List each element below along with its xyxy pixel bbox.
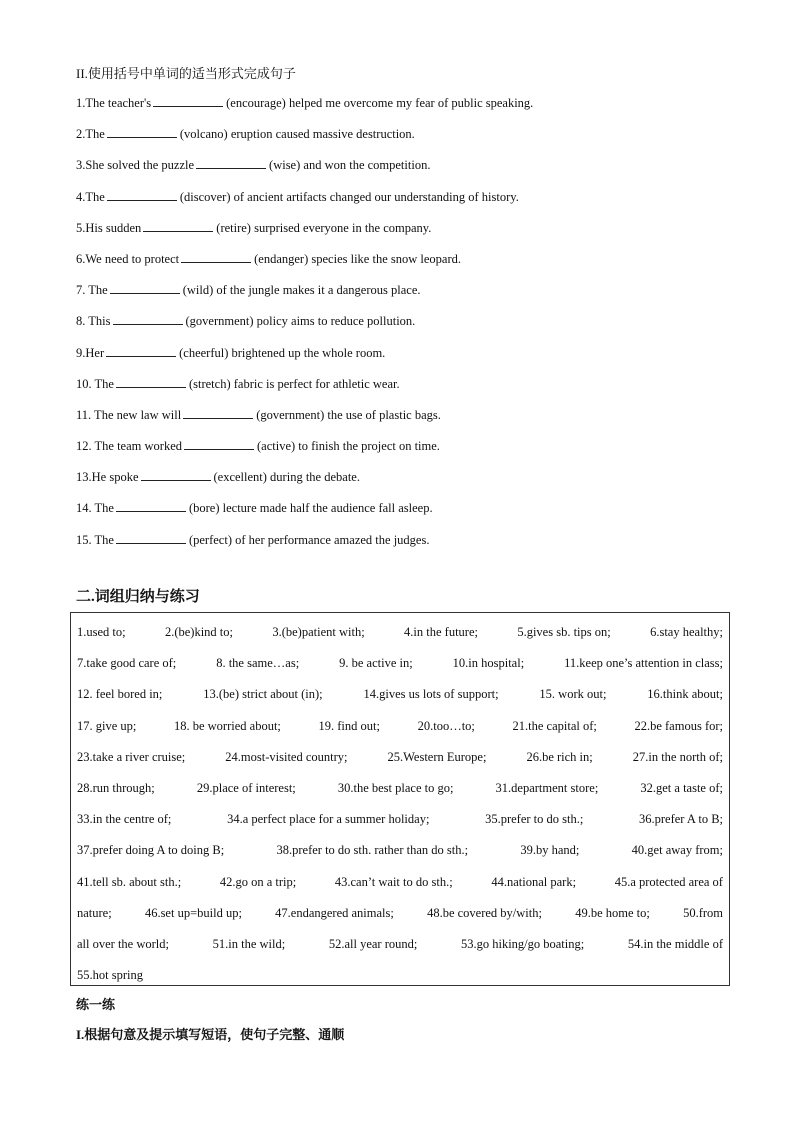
- phrase-item: 30.the best place to go;: [337, 781, 454, 796]
- answer-blank[interactable]: [107, 188, 177, 201]
- sentence-item: [76, 498, 736, 529]
- phrase-item: 21.the capital of;: [512, 718, 597, 733]
- phrase-row: [77, 804, 723, 835]
- sentence-text-before: 15. The: [76, 532, 114, 547]
- phrase-item: 35.prefer to do sth.;: [485, 812, 584, 827]
- sentence-text-after: (excellent) during the debate.: [213, 470, 360, 485]
- phrase-item: 6.stay healthy;: [650, 625, 723, 640]
- phrase-item: 37.prefer doing A to doing B;: [77, 843, 225, 858]
- sentence-item: [76, 405, 736, 436]
- sentence-item: [76, 436, 736, 467]
- phrase-item: 20.too…to;: [417, 718, 475, 733]
- answer-blank[interactable]: [181, 250, 251, 263]
- sentence-text-before: 10. The: [76, 376, 114, 391]
- phrase-item: 26.be rich in;: [526, 749, 593, 764]
- phrase-item: 22.be famous for;: [634, 718, 723, 733]
- phrase-item: 46.set up=build up;: [144, 905, 242, 920]
- phrase-item: 34.a perfect place for a summer holiday;: [227, 812, 430, 827]
- answer-blank[interactable]: [113, 312, 183, 325]
- phrase-item: 3.(be)patient with;: [272, 625, 365, 640]
- practice-title: 练一练: [76, 997, 116, 1012]
- phrase-item: 15. work out;: [539, 687, 607, 702]
- sentence-item: [76, 280, 736, 311]
- phrase-item: 12. feel bored in;: [77, 687, 163, 702]
- phrase-row: [77, 711, 723, 742]
- sentence-text-after: (stretch) fabric is perfect for athletic wear.: [188, 376, 400, 391]
- sentence-text-after: (discover) of ancient artifacts changed our understanding of history.: [179, 189, 519, 204]
- phrase-item: 27.in the north of;: [632, 749, 723, 764]
- sentence-item: [76, 467, 736, 498]
- phrase-item: 7.take good care of;: [77, 656, 177, 671]
- phrase-item: 2.(be)kind to;: [164, 625, 233, 640]
- phrase-row: [77, 679, 723, 710]
- task-title: I.根据句意及提示填写短语，使句子完整、通顺: [76, 1027, 345, 1042]
- phrase-item: 49.be home to;: [575, 905, 650, 920]
- sentence-text-after: (cheerful) brightened up the whole room.: [179, 345, 386, 360]
- phrase-item: 48.be covered by/with;: [427, 905, 542, 920]
- phrase-item: 16.think about;: [647, 687, 723, 702]
- phrase-item: 39.by hand;: [520, 843, 580, 858]
- phrase-item: 32.get a taste of;: [640, 781, 723, 796]
- sentence-text-before: 1.The teacher's: [76, 96, 152, 110]
- phrase-item: 43.can’t wait to do sth.;: [334, 874, 453, 889]
- sentence-item: [76, 530, 736, 561]
- phrase-item: 24.most-visited country;: [225, 749, 348, 764]
- phrase-item: 10.in hospital;: [452, 656, 525, 671]
- sentence-item: [76, 124, 736, 155]
- phrase-item: 8. the same…as;: [216, 656, 300, 671]
- phrase-row: [77, 742, 723, 773]
- sentence-text-after: (government) the use of plastic bags.: [256, 407, 441, 422]
- sentence-text-before: 2.The: [76, 127, 105, 142]
- phrase-item: 40.get away from;: [631, 843, 723, 858]
- sentence-text-after: (bore) lecture made half the audience fall asleep.: [188, 501, 433, 516]
- sentence-text-before: 13.He spoke: [76, 470, 139, 485]
- answer-blank[interactable]: [196, 156, 266, 169]
- phrase-row: [77, 867, 723, 898]
- phrase-item: 1.used to;: [77, 625, 126, 640]
- sentence-text-after: (perfect) of her performance amazed the judges.: [188, 532, 430, 547]
- exercise-heading: II.使用括号中单词的适当形式完成句子: [76, 66, 296, 81]
- phrase-item: 5.gives sb. tips on;: [517, 625, 611, 640]
- phrase-row: [77, 835, 723, 866]
- phrase-item: 23.take a river cruise;: [77, 749, 186, 764]
- phrase-item: 47.endangered animals;: [275, 905, 394, 920]
- phrase-item: 11.keep one’s attention in class;: [564, 656, 723, 671]
- phrase-item: 42.go on a trip;: [219, 874, 297, 889]
- sentence-item: [76, 249, 736, 280]
- sentence-text-before: 4.The: [76, 189, 105, 204]
- answer-blank[interactable]: [116, 499, 186, 512]
- phrase-item: 29.place of interest;: [196, 781, 296, 796]
- phrase-row: [77, 960, 723, 991]
- sentence-item: [76, 93, 736, 124]
- phrase-item: 9. be active in;: [339, 656, 413, 671]
- sentence-text-before: 9.Her: [76, 345, 105, 360]
- phrase-item: 36.prefer A to B;: [638, 812, 723, 827]
- sentence-text-after: (wise) and won the competition.: [269, 158, 431, 173]
- phrase-row: [77, 929, 723, 960]
- sentence-item: [76, 343, 736, 374]
- phrase-row: [77, 898, 723, 929]
- phrase-item: 25.Western Europe;: [387, 749, 487, 764]
- sentence-text-after: (volcano) eruption caused massive destruction.: [179, 127, 415, 142]
- sentence-item: [76, 155, 736, 186]
- answer-blank[interactable]: [141, 468, 211, 481]
- sentence-item: [76, 311, 736, 342]
- phrase-item: 4.in the future;: [404, 625, 478, 640]
- answer-blank[interactable]: [106, 344, 176, 357]
- phrase-item: 19. find out;: [318, 718, 380, 733]
- phrase-item: 52.all year round;: [328, 936, 418, 951]
- phrase-item: all over the world;: [77, 936, 169, 951]
- answer-blank[interactable]: [107, 125, 177, 138]
- phrase-item: 28.run through;: [77, 781, 155, 796]
- phrase-item: 17. give up;: [77, 718, 137, 733]
- phrase-item: 44.national park;: [491, 874, 577, 889]
- sentence-text-before: 11. The new law will: [76, 407, 182, 422]
- sentence-text-after: (endanger) species like the snow leopard.: [254, 251, 461, 266]
- sentence-text-after: (retire) surprised everyone in the company.: [216, 220, 432, 235]
- phrase-item: 50.from: [683, 905, 723, 920]
- sentence-item: [76, 374, 736, 405]
- section-title: 二.词组归纳与练习: [76, 589, 200, 605]
- sentence-text-before: 3.She solved the puzzle: [76, 158, 195, 173]
- sentence-text-before: 5.His sudden: [76, 220, 142, 235]
- answer-blank[interactable]: [183, 406, 253, 419]
- phrase-item: 13.(be) strict about (in);: [203, 687, 323, 702]
- sentence-list: [76, 93, 736, 561]
- answer-blank[interactable]: [143, 219, 213, 232]
- sentence-text-after: (encourage) helped me overcome my fear of public speaking.: [226, 96, 534, 110]
- phrase-item: 38.prefer to do sth. rather than do sth.;: [276, 843, 469, 858]
- answer-blank[interactable]: [116, 531, 186, 544]
- phrase-item: 18. be worried about;: [173, 718, 281, 733]
- phrase-item: 41.tell sb. about sth.;: [77, 874, 182, 889]
- answer-blank[interactable]: [116, 375, 186, 388]
- phrase-item: 14.gives us lots of support;: [363, 687, 499, 702]
- phrase-item: 53.go hiking/go boating;: [460, 936, 585, 951]
- sentence-text-before: 12. The team worked: [76, 439, 182, 454]
- phrase-row: [77, 648, 723, 679]
- sentence-text-before: 7. The: [76, 283, 108, 298]
- answer-blank[interactable]: [184, 437, 254, 450]
- sentence-text-before: 6.We need to protect: [76, 251, 180, 266]
- sentence-text-after: (government) policy aims to reduce pollution.: [185, 314, 416, 329]
- sentence-text-after: (wild) of the jungle makes it a dangerous place.: [182, 283, 421, 298]
- sentence-item: [76, 218, 736, 249]
- phrase-item: nature;: [77, 905, 112, 920]
- answer-blank[interactable]: [110, 281, 180, 294]
- phrase-row: [77, 773, 723, 804]
- phrase-item: 51.in the wild;: [212, 936, 286, 951]
- sentence-text-after: (active) to finish the project on time.: [257, 439, 440, 454]
- phrase-item: 33.in the centre of;: [77, 812, 172, 827]
- phrase-item: 54.in the middle of: [627, 936, 723, 951]
- sentence-text-before: 8. This: [76, 314, 111, 329]
- phrase-row: [77, 617, 723, 648]
- sentence-text-before: 14. The: [76, 501, 114, 516]
- phrase-item: 55.hot spring: [77, 968, 143, 983]
- phrase-item: 31.department store;: [495, 781, 599, 796]
- sentence-item: [76, 187, 736, 218]
- phrase-item: 45.a protected area of: [614, 874, 723, 889]
- answer-blank[interactable]: [153, 94, 223, 107]
- phrase-box: [70, 612, 730, 986]
